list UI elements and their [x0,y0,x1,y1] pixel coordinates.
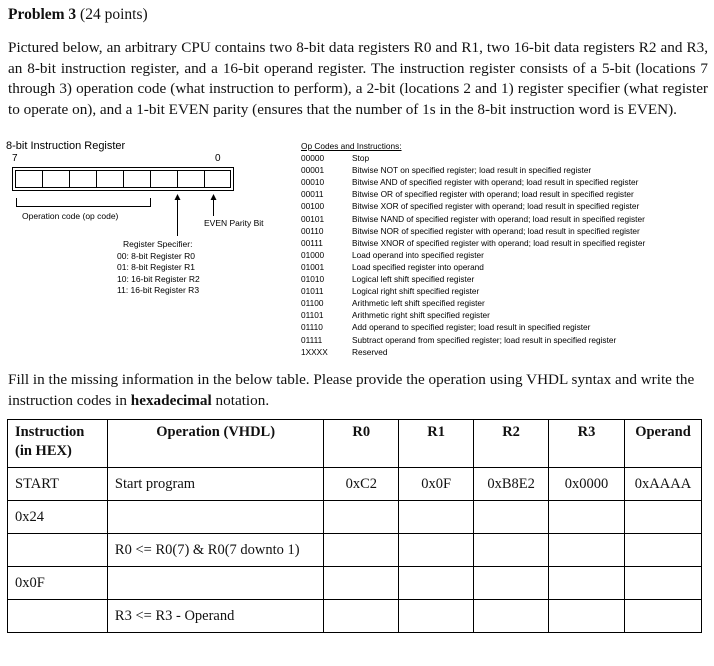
opcode-desc: Bitwise NOR of specified register with operand; load result in specified register [352,225,640,236]
cell-operand[interactable] [624,600,701,633]
opcode-code: 00111 [301,237,323,248]
cell-r2[interactable] [474,501,549,534]
cell-operation[interactable]: R3 <= R3 - Operand [107,600,323,633]
cell-r2[interactable]: 0xB8E2 [474,468,549,501]
opcode-code: 01101 [301,310,324,321]
cell-instruction[interactable]: 0x0F [8,567,108,600]
instructions-text-bold: hexadecimal [130,391,212,409]
opcode-row [301,152,645,164]
specifier-item: 01: 8-bit Register R1 [117,262,195,272]
opcode-desc: Bitwise XOR of specified register with operand; load result in specified register [352,201,640,212]
problem-title [8,6,148,24]
opcode-row [301,225,645,237]
opcode-row [301,309,645,321]
cell-operation[interactable] [107,501,323,534]
opcode-desc: Load operand into specified register [352,249,484,260]
cell-operation[interactable] [107,567,323,600]
opcode-code: 01000 [301,249,325,260]
header-r3: R3 [549,420,625,468]
cell-r2[interactable] [474,600,549,633]
opcode-row [301,334,645,346]
opcode-desc: Arithmetic left shift specified register [352,298,485,309]
opcode-code: 01111 [301,334,323,345]
header-instruction-line2: (in HEX) [15,443,72,459]
cell-r3[interactable] [549,534,625,567]
cell-instruction[interactable] [8,600,108,633]
opcode-row [301,188,645,200]
instructions-text-start: Fill in the missing information in the below table. Please provide the operation using VHDL syntax and write the instruction codes in [8,371,695,409]
problem-points: (24 points) [80,6,148,23]
opcode-table-title: Op Codes and Instructions: [301,141,402,151]
cell-r0[interactable] [324,567,399,600]
register-specifier-legend [117,239,200,297]
opcode-row [301,237,645,249]
opcode-desc: Bitwise NAND of specified register with operand; load result in specified register [352,213,645,224]
cell-r0[interactable] [324,534,399,567]
opcode-code: 00100 [301,201,325,212]
opcode-code: 01100 [301,298,324,309]
cell-operand[interactable] [624,501,701,534]
table-row [8,567,702,600]
cell-operand[interactable]: 0xAAAA [624,468,701,501]
table-row [8,534,702,567]
opcode-desc: Add operand to specified register; load result in specified register [352,322,591,333]
opcode-desc: Arithmetic right shift specified register [352,310,490,321]
specifier-arrow-head [175,194,181,200]
ir-title: 8-bit Instruction Register [6,140,126,152]
opcode-table [301,140,645,358]
cell-r1[interactable] [399,567,474,600]
opcode-desc: Stop [352,153,370,164]
table-header-row [8,420,702,468]
table-row [8,501,702,534]
opcode-row [301,176,645,188]
header-r1: R1 [399,420,474,468]
opcode-code: 01001 [301,261,325,272]
cell-operand[interactable] [624,534,701,567]
opcode-code: 01011 [301,286,324,297]
cell-r3[interactable] [549,600,625,633]
opcode-desc: Bitwise AND of specified register with operand; load result in specified register [352,177,639,188]
cell-r1[interactable]: 0x0F [399,468,474,501]
opcode-desc: Reserved [352,346,388,357]
opcode-code: 1XXXX [301,346,328,357]
header-instruction [8,420,108,468]
opcode-desc: Logical right shift specified register [352,286,480,297]
opcode-row [301,346,645,358]
opcode-desc: Logical left shift specified register [352,274,475,285]
cell-r3[interactable] [549,501,625,534]
cell-r0[interactable]: 0xC2 [324,468,399,501]
header-operand: Operand [624,420,701,468]
parity-label: EVEN Parity Bit [204,218,264,228]
problem-intro: Pictured below, an arbitrary CPU contains two 8-bit data registers R0 and R1, two 16-bit data registers R2 and R3, an 8-bit instruction register, and a 16-bit operand register. The instruction register consists of a 5-bit (locations 7 through 3) operation code (what instruction to perform), a 2-bit (locations 2 and 1) register specifier (what register to operate on), and a 1-bit EVEN parity (ensures that the number of 1s in the 8-bit instruction word is EVEN). [8,39,708,118]
opcode-row [301,285,645,297]
opcode-code: 00010 [301,177,325,188]
instruction-register-diagram [0,136,714,357]
opcode-code: 01110 [301,322,323,333]
opcode-bracket [17,198,151,207]
table-row [8,468,702,501]
cell-r1[interactable] [399,600,474,633]
cell-r2[interactable] [474,534,549,567]
bit-low-label: 0 [215,153,221,164]
instructions-text [8,370,708,411]
opcode-row [301,321,645,333]
opcode-row [301,273,645,285]
parity-arrow-head [211,194,217,200]
opcode-desc: Subtract operand from specified register; load result in specified register [352,334,617,345]
cell-instruction[interactable]: 0x24 [8,501,108,534]
header-operation: Operation (VHDL) [107,420,323,468]
cell-r3[interactable] [549,567,625,600]
header-r2: R2 [474,420,549,468]
opcode-desc: Load specified register into operand [352,261,484,272]
cell-r0[interactable] [324,600,399,633]
specifier-item: 00: 8-bit Register R0 [117,250,195,261]
opcode-code: 00001 [301,165,325,176]
header-r0: R0 [324,420,399,468]
instructions-text-end: notation. [211,391,270,409]
table-row [8,600,702,633]
opcode-row [301,261,645,273]
problem-number: Problem 3 [8,6,77,23]
cell-instruction[interactable] [8,534,108,567]
cell-r3[interactable]: 0x0000 [549,468,625,501]
cell-operation[interactable]: R0 <= R0(7) & R0(7 downto 1) [107,534,323,567]
bit-high-label: 7 [12,153,18,164]
specifier-item: 10: 16-bit Register R2 [117,273,200,284]
opcode-desc: Bitwise XNOR of specified register with operand; load result in specified register [352,237,646,248]
opcode-row [301,213,645,225]
opcode-label: Operation code (op code) [22,211,119,221]
specifier-item: 11: 16-bit Register R3 [117,285,200,295]
cell-r0[interactable] [324,501,399,534]
opcode-row [301,249,645,261]
cell-r1[interactable] [399,534,474,567]
opcode-code: 00110 [301,225,324,236]
cell-operand[interactable] [624,567,701,600]
cell-r1[interactable] [399,501,474,534]
opcode-code: 00101 [301,213,325,224]
opcode-row [301,200,645,212]
opcode-row [301,164,645,176]
opcode-row [301,297,645,309]
opcode-code: 00011 [301,189,324,200]
specifier-title: Register Specifier: [123,239,193,249]
answer-table [7,419,702,633]
cell-r2[interactable] [474,567,549,600]
opcode-code: 00000 [301,153,325,164]
opcode-desc: Bitwise NOT on specified register; load result in specified register [352,165,592,176]
cell-operation[interactable]: Start program [107,468,323,501]
header-instruction-line1: Instruction [15,424,85,440]
opcode-code: 01010 [301,274,325,285]
cell-instruction[interactable]: START [8,468,108,501]
opcode-desc: Bitwise OR of specified register with operand; load result in specified register [352,189,634,200]
